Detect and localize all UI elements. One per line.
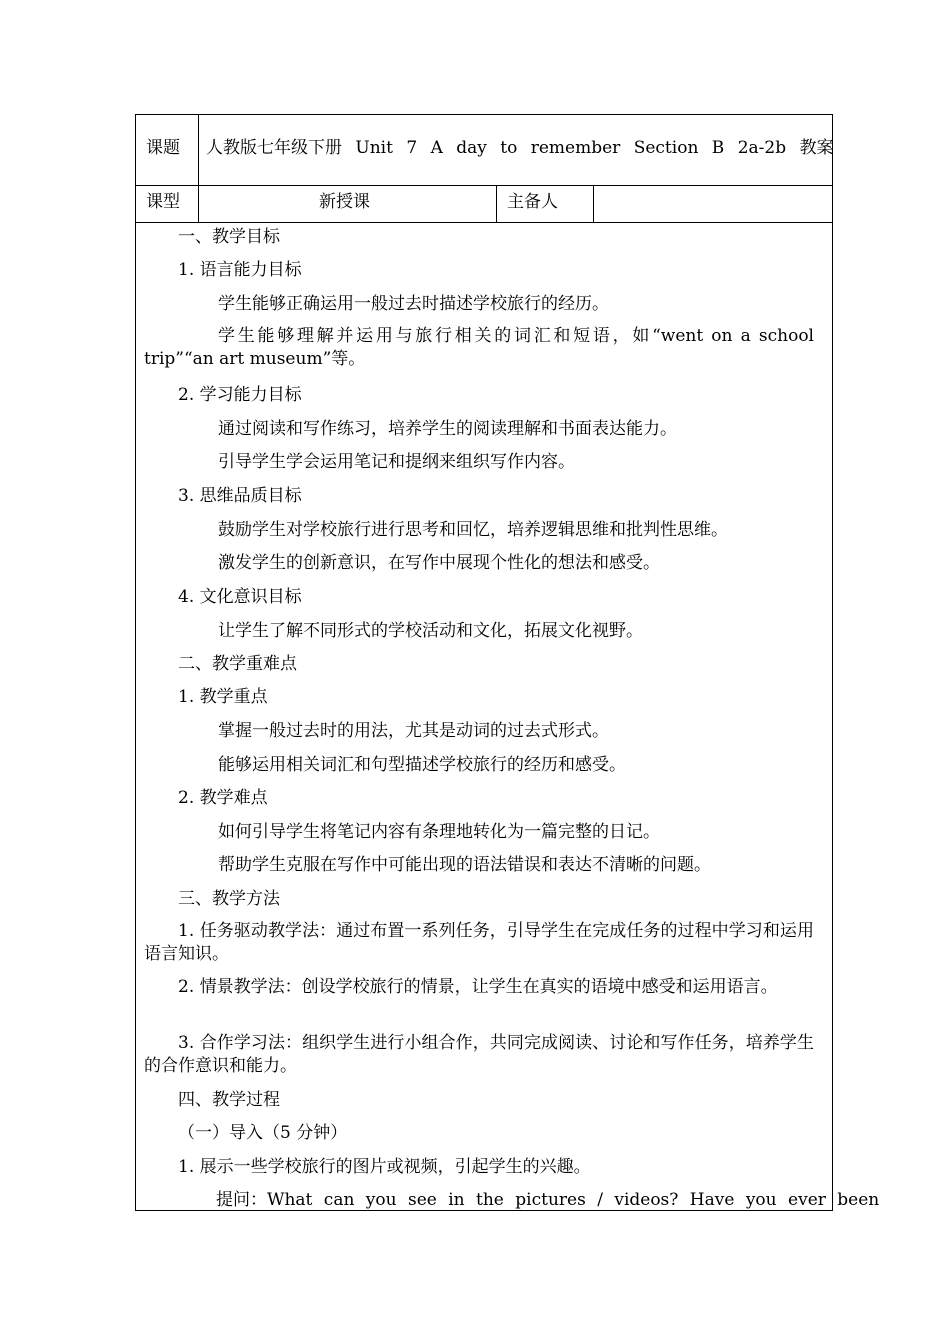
type-value: 新授课 (319, 192, 370, 212)
subsection-heading: （一）导入（5 分钟） (178, 1123, 348, 1143)
section-heading: 二、教学重难点 (178, 654, 297, 674)
type-label: 课型 (146, 192, 180, 212)
topic-value: 人教版七年级下册 Unit 7 A day to remember Section B 2a-2b 教案 (206, 138, 834, 158)
subsection-heading: 1. 语言能力目标 (178, 260, 302, 280)
section-heading: 三、教学方法 (178, 889, 280, 909)
column-divider (496, 185, 497, 222)
paragraph: 提问：What can you see in the pictures / videos? Have you ever been (216, 1190, 880, 1210)
subsection-heading: 3. 思维品质目标 (178, 486, 302, 506)
preparer-label: 主备人 (507, 192, 558, 212)
paragraph: 能够运用相关词汇和句型描述学校旅行的经历和感受。 (218, 755, 626, 775)
paragraph: 帮助学生克服在写作中可能出现的语法错误和表达不清晰的问题。 (218, 855, 711, 875)
column-divider (198, 115, 199, 222)
paragraph: 掌握一般过去时的用法，尤其是动词的过去式形式。 (218, 721, 609, 741)
paragraph: 学生能够正确运用一般过去时描述学校旅行的经历。 (218, 294, 609, 314)
paragraph: 通过阅读和写作练习，培养学生的阅读理解和书面表达能力。 (218, 419, 677, 439)
method-item: 3. 合作学习法：组织学生进行小组合作，共同完成阅读、讨论和写作任务，培养学生的合作意识和能力。 (144, 1033, 814, 1076)
paragraph: 引导学生学会运用笔记和提纲来组织写作内容。 (218, 452, 575, 472)
paragraph: 让学生了解不同形式的学校活动和文化，拓展文化视野。 (218, 621, 643, 641)
lesson-content (136, 223, 880, 1210)
subsection-heading: 2. 学习能力目标 (178, 385, 302, 405)
paragraph: 激发学生的创新意识，在写作中展现个性化的想法和感受。 (218, 553, 660, 573)
subsection-heading: 1. 教学重点 (178, 687, 268, 707)
paragraph: 1. 展示一些学校旅行的图片或视频，引起学生的兴趣。 (178, 1157, 591, 1177)
method-item: 2. 情景教学法：创设学校旅行的情景，让学生在真实的语境中感受和运用语言。 (178, 977, 778, 997)
section-heading: 一、教学目标 (178, 227, 280, 247)
lesson-plan-table (135, 114, 880, 1211)
paragraph: 学生能够理解并运用与旅行相关的词汇和短语，如“went on a school trip”“an art museum”等。 (144, 326, 814, 369)
subsection-heading: 2. 教学难点 (178, 788, 268, 808)
column-divider (593, 185, 594, 222)
paragraph: 如何引导学生将笔记内容有条理地转化为一篇完整的日记。 (218, 822, 660, 842)
subsection-heading: 4. 文化意识目标 (178, 587, 302, 607)
method-item: 1. 任务驱动教学法：通过布置一系列任务，引导学生在完成任务的过程中学习和运用语言知识。 (144, 921, 814, 964)
paragraph: 鼓励学生对学校旅行进行思考和回忆，培养逻辑思维和批判性思维。 (218, 520, 728, 540)
topic-label: 课题 (146, 138, 180, 158)
row-divider (136, 185, 832, 186)
section-heading: 四、教学过程 (178, 1090, 280, 1110)
